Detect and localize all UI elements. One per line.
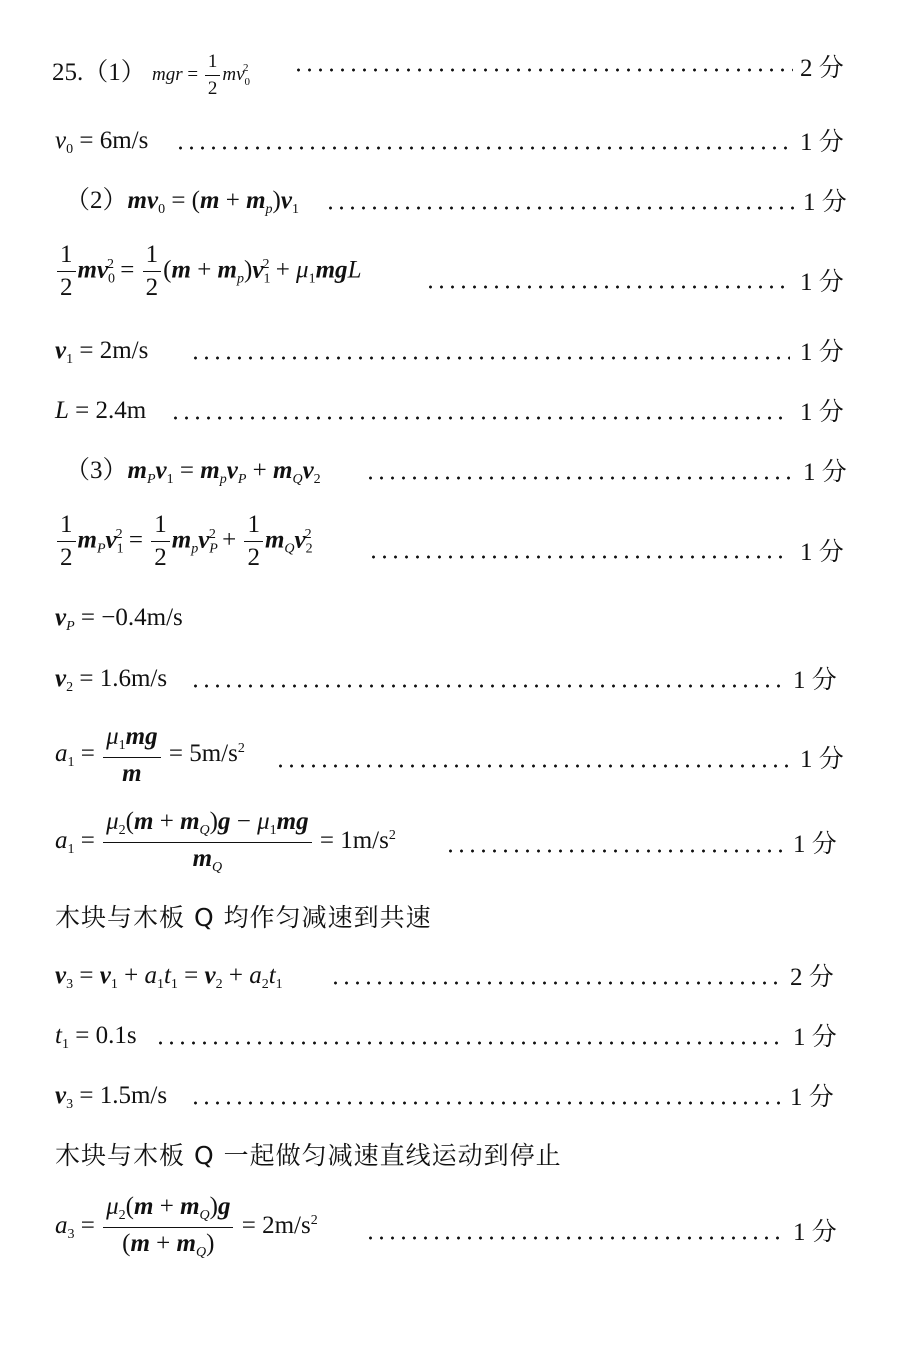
equation-momentum-conservation: $(2)mv_0 = (m + m_p)v_1$	[65, 187, 299, 217]
answer-line-5	[0, 338, 900, 370]
score-label: 1 分	[793, 1219, 837, 1246]
answer-line-2	[0, 128, 900, 160]
equation-a1-board: $a_1$ = $\frac{\mu_2(m + m_Q)g - \mu_1mg}{m_Q}$ = $1m/s^2$	[55, 808, 396, 875]
score-label: 1 分	[800, 399, 844, 426]
dot-leader	[155, 1041, 785, 1045]
v1-value: 2m/s	[99, 337, 149, 364]
v0-value: 6m/s	[99, 127, 149, 154]
a1-board-value: 1m/s	[340, 826, 389, 854]
dot-leader	[175, 146, 790, 150]
equation-a1-block: $a_1$ = $\frac{\mu_1mg}{m}$ = $5m/s^2$	[55, 723, 245, 787]
score-label: 1 分	[800, 269, 844, 296]
equation-v3-result: $v_3 = 1.5m/s$	[55, 1082, 168, 1112]
score-label: 1 分	[793, 831, 837, 858]
a1-block-value: 5m/s	[189, 740, 238, 768]
explanation-text: 木块与木板 Q 均作匀减速到共速	[55, 903, 432, 932]
dot-leader	[275, 764, 790, 768]
equation-v2-result: $v_2 = 1.6m/s$	[55, 665, 168, 695]
score-label: 1 分	[800, 339, 844, 366]
equation-v0-result: $v_0 = 6m/s$	[55, 127, 149, 157]
equation-energy-friction: $\frac{1}{2}$ $mv_0^2$ = $\frac{1}{2}$ $(m + m_p)v_1^2 + \mu_1mgL$	[55, 242, 361, 302]
score-label: 1 分	[790, 1084, 834, 1111]
equation-common-velocity: $v_3 = v_1 + a_1t_1 = v_2 + a_2t_1$	[55, 962, 283, 992]
dot-leader	[365, 476, 795, 480]
score-label: 1 分	[800, 746, 844, 773]
equation-v1-result: $v_1 = 2m/s$	[55, 337, 149, 367]
dot-leader	[445, 849, 790, 853]
score-label: 1 分	[800, 539, 844, 566]
answer-line-6	[0, 398, 900, 430]
equation-collision-energy: $\frac{1}{2}$ $m_Pv_1^2$ = $\frac{1}{2}$ $m_pv_P^2$ + $\frac{1}{2}$ $m_Qv_2^2$	[55, 512, 312, 572]
L-value: 2.4m	[95, 397, 147, 424]
answer-line-7	[0, 458, 900, 490]
equation-vP-result: $v_P = -0.4m/s$	[55, 604, 183, 634]
dot-leader	[190, 356, 790, 360]
dot-leader	[330, 981, 785, 985]
dot-leader	[170, 416, 790, 420]
score-label: 2 分	[800, 55, 844, 82]
dot-leader	[368, 555, 790, 559]
part-label: （3）	[65, 457, 128, 484]
equation-t1-result: $t_1 = 0.1s$	[55, 1022, 137, 1052]
equation-energy-conservation: 25.（1） mgr = $\frac{1}{2}$ $mv_0^2$	[52, 51, 251, 99]
answer-line-14	[0, 963, 900, 995]
dot-leader	[293, 68, 793, 72]
answer-line-18	[0, 1190, 900, 1270]
answer-line-1	[0, 40, 900, 100]
a3-value: 2m/s	[262, 1211, 311, 1239]
explanation-text: 木块与木板 Q 一起做匀减速直线运动到停止	[55, 1141, 562, 1170]
dot-leader	[190, 684, 785, 688]
part-label: （2）	[65, 187, 128, 214]
dot-leader	[325, 206, 795, 210]
equation-collision-momentum: $(3)m_Pv_1 = m_pv_P + m_Qv_2$	[65, 457, 321, 487]
score-label: 2 分	[790, 964, 834, 991]
dot-leader	[425, 285, 790, 289]
answer-line-3	[0, 188, 900, 220]
vP-value: −0.4m/s	[101, 604, 183, 631]
score-label: 1 分	[800, 129, 844, 156]
answer-line-12	[0, 805, 900, 880]
score-label: 1 分	[793, 667, 837, 694]
answer-line-8	[0, 510, 900, 570]
v3-value: 1.5m/s	[99, 1082, 168, 1109]
answer-line-10	[0, 666, 900, 698]
dot-leader	[190, 1101, 785, 1105]
score-label: 1 分	[803, 189, 847, 216]
t1-value: 0.1s	[95, 1022, 137, 1049]
answer-line-11	[0, 720, 900, 790]
v2-value: 1.6m/s	[99, 665, 168, 692]
score-label: 1 分	[803, 459, 847, 486]
answer-line-9	[0, 605, 900, 637]
dot-leader	[365, 1236, 785, 1240]
equation-a3: $a_3$ = $\frac{\mu_2(m + m_Q)g}{(m + m_Q)}$ = $2m/s^2$	[55, 1193, 318, 1260]
score-label: 1 分	[793, 1024, 837, 1051]
answer-line-15	[0, 1023, 900, 1055]
answer-line-4	[0, 240, 900, 300]
question-number: 25.（1）	[52, 58, 146, 86]
answer-line-16	[0, 1083, 900, 1115]
equation-L-result: L = 2.4m	[55, 397, 147, 424]
